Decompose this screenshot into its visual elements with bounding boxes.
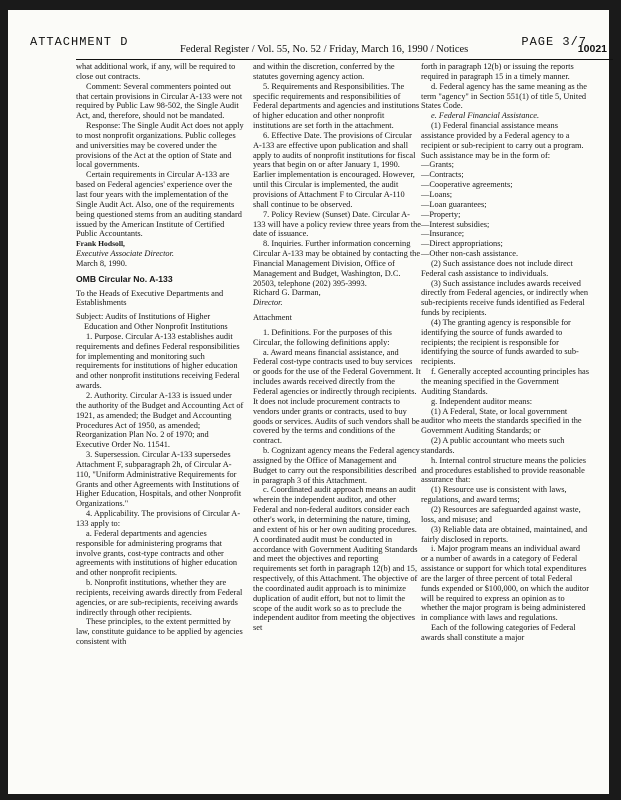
paragraph: what additional work, if any, will be required to close out contracts. bbox=[76, 62, 236, 81]
paragraph: i. Major program means an individual award or a number of awards in a category of Federal assistance or support for which total expenditures are the larger of three percent of total Federal funds expended or $100,000, on which the auditor will be required to express an opinion as to whether the major program is being administered in compliance with laws and regulations. bbox=[421, 544, 589, 623]
paragraph: These principles, to the extent permitted by law, constitute guidance to be applied by agencies consistent with bbox=[76, 617, 243, 647]
header-rule bbox=[76, 59, 613, 60]
paragraph: (4) The granting agency is responsible for identifying the source of funds awarded to recipients; the recipient is responsible for identifying the source of funds awarded to sub-recipients. bbox=[421, 317, 579, 367]
paragraph: 3. Supersession. Circular A-133 supersedes Attachment F, subparagraph 2h, of Circular A-110, "Uniform Administrative Requirements for Grants and other Agreements with Institutions of Higher Education, Hospitals, and other Nonprofit Organizations." bbox=[76, 450, 242, 509]
paragraph: (1) Resource use is consistent with laws, regulations, and award terms; bbox=[421, 485, 567, 505]
paragraph: 7. Policy Review (Sunset) Date. Circular A-133 will have a policy review three years from the date of issuance. bbox=[253, 209, 421, 239]
attachment-stamp: ATTACHMENT D bbox=[30, 35, 129, 49]
paragraph: and within the discretion, conferred by the statutes governing agency action. bbox=[253, 62, 395, 81]
paragraph: forth in paragraph 12(b) or issuing the reports required in paragraph 15 in a timely manner. bbox=[421, 62, 574, 81]
paragraph: 4. Applicability. The provisions of Circular A-133 apply to: bbox=[76, 509, 241, 528]
paragraph: 1. Purpose. Circular A-133 establishes audit requirements and defines Federal responsibilities for implementing and monitoring such requirements for institutions of higher education and other nonprofit institutions receiving Federal awards. bbox=[76, 331, 240, 391]
paragraph: g. Independent auditor means: bbox=[431, 396, 533, 406]
circular-heading: OMB Circular No. A-133 bbox=[76, 273, 173, 284]
list-item: —Property; bbox=[421, 209, 461, 219]
paragraph: f. Generally accepted accounting principles has the meaning specified in the Government Auditing Standards. bbox=[421, 367, 589, 396]
list-item: —Direct appropriations; bbox=[421, 239, 503, 249]
list-item: —Contracts; bbox=[421, 170, 464, 180]
column-2 bbox=[253, 62, 421, 633]
column-3 bbox=[421, 62, 589, 643]
paragraph: Response: The Single Audit Act does not apply to most nonprofit organizations. Public colleges and universities may be covered under the provisions of the Act at the option of State and local governments. bbox=[76, 121, 244, 170]
paragraph: (2) Such assistance does not include direct Federal cash assistance to individuals. bbox=[421, 258, 573, 278]
paragraph: h. Internal control structure means the policies and procedures established to provide reasonable assurance that: bbox=[421, 455, 587, 485]
list-item: —Loan guarantees; bbox=[421, 199, 487, 209]
signer-name: Richard G. Darman, bbox=[253, 288, 321, 298]
column-1 bbox=[76, 62, 244, 647]
paragraph: 6. Effective Date. The provisions of Circular A-133 are effective upon publication and shall apply to audits of nonprofit institutions for fiscal years that begin on or after January 1, 1990. Earlier implementation is encouraged. However, until this Circular is implemented, the audit provisions of Attachment F to Circular A-110 shall continue to be observed. bbox=[253, 130, 416, 209]
paragraph: e. Federal Financial Assistance. bbox=[431, 111, 540, 121]
running-header bbox=[82, 42, 607, 58]
list-item: —Cooperative agreements; bbox=[421, 180, 513, 190]
signer-title: Director. bbox=[253, 298, 283, 308]
signer-title: Executive Associate Director. bbox=[76, 249, 175, 259]
paragraph: 8. Inquiries. Further information concerning Circular A-133 may be obtained by contacting the Financial Management Division, Office of Management and Budget, Washington, D.C. 20503, telephone (202) 395-3993. bbox=[253, 239, 421, 288]
paragraph: b. Cognizant agency means the Federal agency assigned by the Office of Management and Budget to carry out the responsibilities described in paragraph 3 of this Attachment. bbox=[253, 446, 420, 485]
list-item: —Grants; bbox=[421, 160, 454, 170]
signer-name: Frank Hodsoll, bbox=[76, 239, 125, 249]
paragraph: c. Coordinated audit approach means an audit wherein the independent auditor, and other Federal and non-federal auditors consider each other's work, in determining the nature, timing, and extent of his or her own auditing procedures. A coordinated audit must be conducted in accordance with Government Auditing Standards and meet the objectives and reporting requirements set forth in paragraph 12(b) and 15, respectively, of this Attachment. The objective of the coordinated audit approach is to minimize duplication of audit effort, but not to limit the scope of the audit work so as to preclude the independent auditor from meeting the objectives set bbox=[253, 485, 418, 633]
list-item: —Loans; bbox=[421, 189, 453, 199]
paragraph: Comment: Several commenters pointed out that certain provisions in Circular A-133 were not required by Public Law 98-502, the Single Audit Act, and, therefore, should not be mandated. bbox=[76, 81, 243, 121]
page-number: 10021 bbox=[577, 43, 607, 55]
paragraph: a. Award means financial assistance, and Federal cost-type contracts used to buy services or goods for the use of the Federal Government. It includes awards received directly from the Federal agencies or indirectly through recipients. It does not include procurement contracts to vendors under grants or contracts, used to buy goods or services. Audits of such vendors shall be covered by the terms and conditions of the contract. bbox=[253, 347, 421, 446]
paragraph: 2. Authority. Circular A-133 is issued under the authority of the Budget and Accounting Act of 1921, as amended; the Budget and Accounting Procedures Act of 1950, as amended; Reorganization Plan No. 2 of 1970; and Executive Order No. 11541. bbox=[76, 391, 244, 450]
date-line: March 8, 1990. bbox=[76, 258, 127, 268]
publication-line: Federal Register / Vol. 55, No. 52 / Friday, March 16, 1990 / Notices bbox=[180, 44, 469, 55]
list-item: —Other non-cash assistance. bbox=[421, 249, 519, 259]
paragraph: 1. Definitions. For the purposes of this Circular, the following definitions apply: bbox=[253, 327, 392, 347]
paragraph: d. Federal agency has the same meaning as the term "agency" in Section 551(1) of title 5, United States Code. bbox=[421, 81, 587, 111]
paragraph: (1) A Federal, State, or local government auditor who meets the standards specified in the Government Auditing Standards; or bbox=[421, 406, 582, 436]
paragraph: Each of the following categories of Federal awards shall constitute a major bbox=[421, 623, 576, 642]
paragraph: (2) Resources are safeguarded against waste, loss, and misuse; and bbox=[421, 504, 581, 524]
list-item: —Interest subsidies; bbox=[421, 219, 490, 229]
attachment-heading: Attachment bbox=[253, 313, 292, 323]
list-item: —Insurance; bbox=[421, 229, 465, 239]
paragraph: a. Federal departments and agencies responsible for administering programs that involve grants, cost-type contracts and other agreements with institutions of higher education and other nonprofit recipients. bbox=[76, 528, 238, 578]
paragraph: b. Nonprofit institutions, whether they are recipients, receiving awards directly from Federal agencies, or are sub-recipients, receiving awards indirectly through other recipients. bbox=[76, 578, 243, 617]
page-stamp: PAGE 3/7 bbox=[521, 35, 587, 49]
paragraph: (3) Such assistance includes awards received directly from Federal agencies, or indirectly when sub-recipients receive funds identified as Federal funds by recipients. bbox=[421, 278, 589, 318]
paragraph: 5. Requirements and Responsibilities. The specific requirements and responsibilities of Federal departments and agencies and institutions of higher education and other nonprofit institutions are set forth in the attachment. bbox=[253, 81, 420, 131]
paragraph: (1) Federal financial assistance means assistance provided by a Federal agency to a recipient or sub-recipient to carry out a program. Such assistance may be in the form of: bbox=[421, 121, 584, 160]
addressee: To the Heads of Executive Departments and Establishments bbox=[76, 288, 224, 308]
subject-line: Subject: Audits of Institutions of Higher Education and Other Nonprofit Institutions bbox=[76, 312, 228, 332]
paragraph: (2) A public accountant who meets such standards. bbox=[421, 436, 565, 455]
paragraph: (3) Reliable data are obtained, maintained, and fairly disclosed in reports. bbox=[421, 524, 588, 544]
paragraph: Certain requirements in Circular A-133 are based on Federal agencies' experience over the last four years with the implementation of the Single Audit Act. Also, one of the requirements being questioned stems from an auditing standard issued by the American Institute of Certified Public Accountants. bbox=[76, 170, 242, 239]
